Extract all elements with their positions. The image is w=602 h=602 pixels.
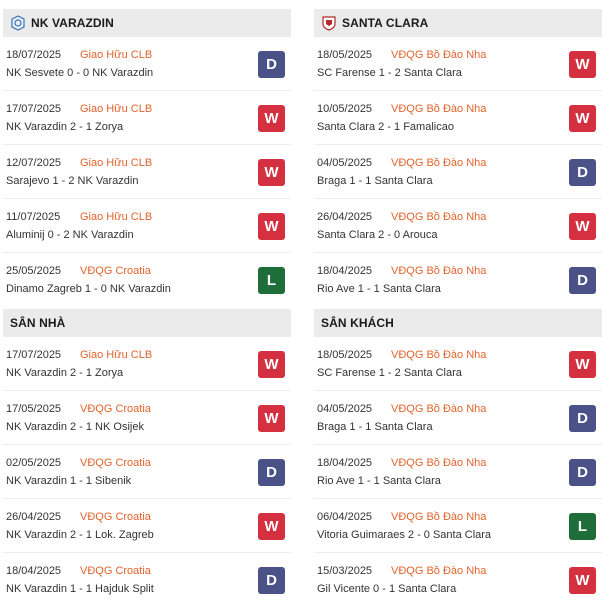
match-league[interactable]: VĐQG Bồ Đào Nha [391, 403, 487, 415]
match-row[interactable] [3, 445, 291, 499]
match-row[interactable] [314, 91, 602, 145]
match-date: 02/05/2025 [6, 457, 62, 469]
match-league[interactable]: VĐQG Bồ Đào Nha [391, 103, 487, 115]
match-date: 18/07/2025 [6, 49, 62, 61]
match-score: NK Sesvete 0 - 0 NK Varazdin [6, 67, 154, 79]
result-badge: L [258, 267, 285, 294]
match-row[interactable] [3, 145, 291, 199]
panel-santa-clara-recent [314, 9, 602, 307]
match-date: 06/04/2025 [317, 511, 373, 523]
match-date: 04/05/2025 [317, 157, 373, 169]
match-row[interactable] [3, 391, 291, 445]
nk-varazdin-logo-icon [10, 15, 26, 31]
result-badge: L [569, 513, 596, 540]
match-score: NK Varazdin 2 - 1 Zorya [6, 121, 124, 133]
result-badge: D [569, 267, 596, 294]
panel-nk-varazdin-recent [3, 9, 291, 307]
match-date: 11/07/2025 [6, 211, 61, 223]
match-row[interactable] [3, 199, 291, 253]
panel-header [3, 9, 291, 37]
result-badge: D [569, 159, 596, 186]
match-score: Santa Clara 2 - 0 Arouca [317, 229, 438, 241]
match-date: 26/04/2025 [317, 211, 373, 223]
panel-header [314, 309, 602, 337]
match-row[interactable] [314, 553, 602, 602]
match-score: Santa Clara 2 - 1 Famalicao [317, 121, 454, 133]
panel-away-matches [314, 309, 602, 602]
match-score: Vitoria Guimaraes 2 - 0 Santa Clara [317, 529, 492, 541]
match-league[interactable]: VĐQG Croatia [80, 565, 151, 577]
panel-home-matches [3, 309, 291, 602]
panel-title: SANTA CLARA [342, 16, 429, 30]
result-badge: W [569, 351, 596, 378]
match-date: 26/04/2025 [6, 511, 62, 523]
match-score: Aluminij 0 - 2 NK Varazdin [6, 229, 134, 241]
match-league[interactable]: VĐQG Croatia [80, 403, 151, 415]
result-badge: W [569, 105, 596, 132]
result-badge: W [569, 567, 596, 594]
result-badge: W [258, 351, 285, 378]
santa-clara-crest-icon [321, 15, 337, 31]
match-date: 18/05/2025 [317, 349, 373, 361]
result-badge: W [258, 213, 285, 240]
match-league[interactable]: Giao Hữu CLB [80, 157, 153, 169]
match-row[interactable] [3, 91, 291, 145]
result-badge: D [258, 459, 285, 486]
match-league[interactable]: VĐQG Bồ Đào Nha [391, 511, 487, 523]
result-badge: D [258, 51, 285, 78]
match-row[interactable] [314, 145, 602, 199]
match-score: Gil Vicente 0 - 1 Santa Clara [317, 583, 457, 595]
match-score: Sarajevo 1 - 2 NK Varazdin [6, 175, 139, 187]
match-league[interactable]: Giao Hữu CLB [80, 349, 153, 361]
match-row[interactable] [314, 391, 602, 445]
match-row[interactable] [314, 445, 602, 499]
match-score: Braga 1 - 1 Santa Clara [317, 175, 433, 187]
match-row[interactable] [314, 37, 602, 91]
match-score: NK Varazdin 2 - 1 Lok. Zagreb [6, 529, 154, 541]
match-league[interactable]: VĐQG Croatia [80, 457, 151, 469]
match-date: 10/05/2025 [317, 103, 373, 115]
match-row[interactable] [314, 337, 602, 391]
panel-title: SÂN NHÀ [10, 316, 66, 330]
match-date: 18/04/2025 [6, 565, 62, 577]
match-date: 25/05/2025 [6, 265, 62, 277]
result-badge: D [258, 567, 285, 594]
match-score: Rio Ave 1 - 1 Santa Clara [317, 283, 441, 295]
match-league[interactable]: VĐQG Croatia [80, 265, 151, 277]
match-score: NK Varazdin 1 - 1 Sibenik [6, 475, 132, 487]
match-row[interactable] [314, 253, 602, 307]
match-score: SC Farense 1 - 2 Santa Clara [317, 367, 462, 379]
match-league[interactable]: VĐQG Bồ Đào Nha [391, 349, 487, 361]
match-score: SC Farense 1 - 2 Santa Clara [317, 67, 462, 79]
match-date: 18/04/2025 [317, 265, 373, 277]
match-score: Rio Ave 1 - 1 Santa Clara [317, 475, 441, 487]
match-score: NK Varazdin 2 - 1 NK Osijek [6, 421, 144, 433]
panel-title: SÂN KHÁCH [321, 316, 394, 330]
result-badge: D [569, 405, 596, 432]
match-row[interactable] [3, 37, 291, 91]
match-score: NK Varazdin 2 - 1 Zorya [6, 367, 124, 379]
result-badge: D [569, 459, 596, 486]
match-row[interactable] [3, 553, 291, 602]
match-score: Braga 1 - 1 Santa Clara [317, 421, 433, 433]
match-row[interactable] [3, 337, 291, 391]
match-league[interactable]: VĐQG Bồ Đào Nha [391, 265, 487, 277]
match-row[interactable] [314, 499, 602, 553]
match-league[interactable]: VĐQG Bồ Đào Nha [391, 157, 487, 169]
result-badge: W [258, 105, 285, 132]
match-score: NK Varazdin 1 - 1 Hajduk Split [6, 583, 154, 595]
result-badge: W [569, 51, 596, 78]
match-date: 17/05/2025 [6, 403, 62, 415]
match-date: 04/05/2025 [317, 403, 373, 415]
panel-title: NK VARAZDIN [31, 16, 114, 30]
panel-header [314, 9, 602, 37]
match-league[interactable]: Giao Hữu CLB [80, 211, 153, 223]
match-row[interactable] [3, 253, 291, 307]
match-date: 17/07/2025 [6, 103, 62, 115]
match-league[interactable]: VĐQG Bồ Đào Nha [391, 211, 487, 223]
match-date: 18/05/2025 [317, 49, 373, 61]
match-league[interactable]: VĐQG Bồ Đào Nha [391, 565, 487, 577]
match-league[interactable]: VĐQG Bồ Đào Nha [391, 457, 487, 469]
match-league[interactable]: VĐQG Croatia [80, 511, 151, 523]
match-league[interactable]: Giao Hữu CLB [80, 49, 153, 61]
match-league[interactable]: Giao Hữu CLB [80, 103, 153, 115]
match-date: 18/04/2025 [317, 457, 373, 469]
match-date: 15/03/2025 [317, 565, 373, 577]
result-badge: W [569, 213, 596, 240]
result-badge: W [258, 513, 285, 540]
match-score: Dinamo Zagreb 1 - 0 NK Varazdin [6, 283, 171, 295]
match-row[interactable] [3, 499, 291, 553]
match-date: 17/07/2025 [6, 349, 62, 361]
match-league[interactable]: VĐQG Bồ Đào Nha [391, 49, 487, 61]
panel-header [3, 309, 291, 337]
match-date: 12/07/2025 [6, 157, 62, 169]
match-row[interactable] [314, 199, 602, 253]
result-badge: W [258, 159, 285, 186]
result-badge: W [258, 405, 285, 432]
